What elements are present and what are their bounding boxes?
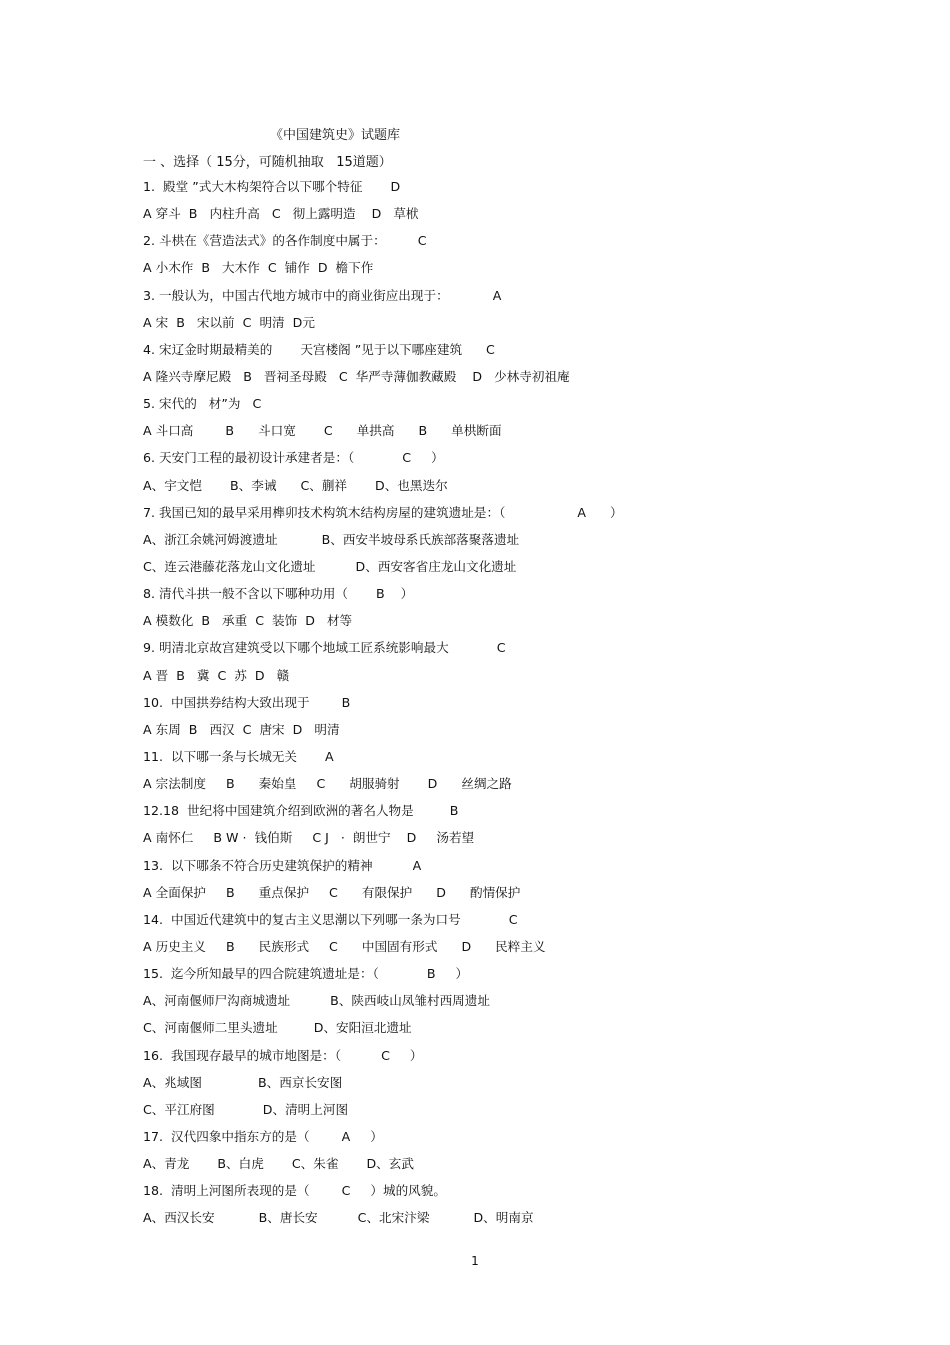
document-line: A 历史主义 B 民族形式 C 中国固有形式 D 民粹主义 [143,938,546,954]
question-list [143,178,883,1236]
document-line: A、浙江余姚河姆渡遗址 B、西安半坡母系氏族部落聚落遗址 [143,531,520,547]
document-line: 9. 明清北京故宫建筑受以下哪个地域工匠系统影响最大 C [143,640,506,656]
document-line: 14. 中国近代建筑中的复古主义思潮以下列哪一条为口号 C [143,911,518,927]
document-line: A、宇文恺 B、李诫 C、蒯祥 D、也黑迭尔 [143,477,448,493]
document-line: A 宋 B 宋以前 C 明清 D元 [143,314,315,330]
document-line: 8. 清代斗拱一般不含以下哪种功用（ B ） [143,586,414,602]
document-line: 17. 汉代四象中指东方的是（ A ） [143,1128,383,1144]
document-line: A、西汉长安 B、唐长安 C、北宋汴梁 D、明南京 [143,1210,534,1226]
document-line: A、兆域图 B、西京长安图 [143,1074,343,1090]
document-line: 4. 宋辽金时期最精美的 天宫楼阁 ”见于以下哪座建筑 C [143,341,495,357]
document-line: A 斗口高 B 斗口宽 C 单拱高 B 单栱断面 [143,423,502,439]
section-heading: 一 、选择（ 15分，可随机抽取 15道题） [143,155,392,170]
document-line: A 模数化 B 承重 C 装饰 D 材等 [143,613,353,629]
document-line: 18. 清明上河图所表现的是（ C ）城的风貌。 [143,1183,446,1199]
document-line: 11. 以下哪一条与长城无关 A [143,748,334,764]
document-line: 15. 迄今所知最早的四合院建筑遗址是：（ B ） [143,966,469,982]
document-line: 16. 我国现存最早的城市地图是：（ C ） [143,1047,423,1063]
document-line: A 全面保护 B 重点保护 C 有限保护 D 酌情保护 [143,884,521,900]
document-line: 5. 宋代的 材”为 C [143,396,262,412]
document-line: 6. 天安门工程的最初设计承建者是：（ C ） [143,450,444,466]
document-line: 2. 斗栱在《营造法式》的各作制度中属于： C [143,233,427,249]
document-line: A 小木作 B 大木作 C 铺作 D 檐下作 [143,260,374,276]
document-line: C、连云港藤花落龙山文化遗址 D、西安客省庄龙山文化遗址 [143,558,517,574]
document-line: A 晋 B 冀 C 苏 D 赣 [143,667,290,683]
document-title: 《中国建筑史》试题库 [270,128,401,143]
document-line: 12.18 世纪将中国建筑介绍到欧洲的著名人物是 B [143,803,459,819]
document-line: A 南怀仁 B W · 钱伯斯 C J · 朗世宁 D 汤若望 [143,830,475,846]
document-line: A、河南偃师尸沟商城遗址 B、陕西岐山凤雏村西周遗址 [143,993,490,1009]
document-line: A 隆兴寺摩尼殿 B 晋祠圣母殿 C 华严寺薄伽教藏殿 D 少林寺初祖庵 [143,368,570,384]
document-line: C、平江府图 D、清明上河图 [143,1101,349,1117]
document-line: 1. 殿堂 ”式大木构架符合以下哪个特征 D [143,179,401,194]
document-line: 13. 以下哪条不符合历史建筑保护的精神 A [143,857,422,873]
document-line: 3. 一般认为，中国古代地方城市中的商业街应出现于： A [143,287,502,303]
page-number: 1 [471,1254,479,1268]
document-line: A 宗法制度 B 秦始皇 C 胡服骑射 D 丝绸之路 [143,776,512,792]
document-line: C、河南偃师二里头遗址 D、安阳洹北遗址 [143,1020,412,1036]
document-line: 7. 我国已知的最早采用榫卯技术构筑木结构房屋的建筑遗址是：（ A ） [143,504,623,520]
document-line: A 东周 B 西汉 C 唐宋 D 明清 [143,721,340,737]
document-line: A、青龙 B、白虎 C、朱雀 D、玄武 [143,1156,414,1172]
document-line: 10. 中国拱券结构大致出现于 B [143,694,351,710]
document-line: A 穿斗 B 内柱升高 C 彻上露明造 D 草栿 [143,206,419,222]
